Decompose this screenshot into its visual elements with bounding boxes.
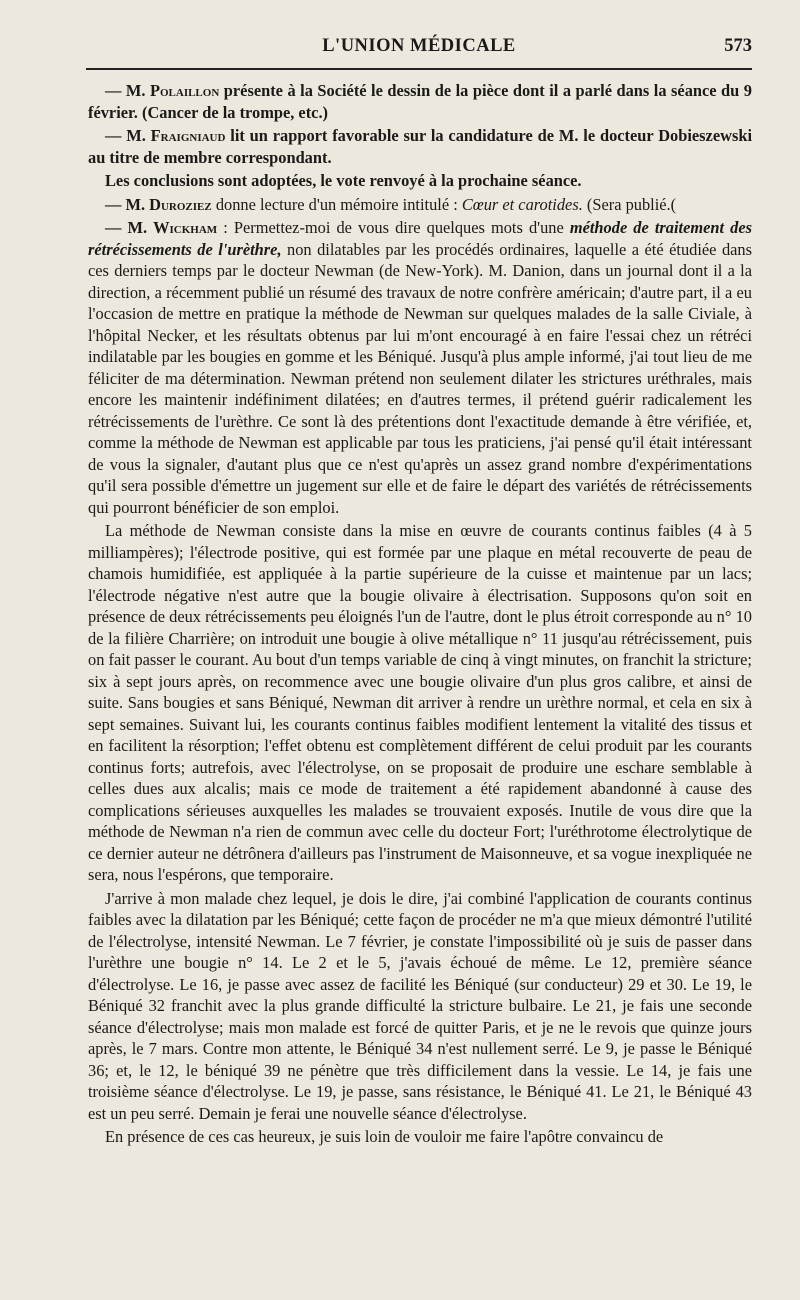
text-run: — M. — [105, 81, 150, 100]
text-run: J'arrive à mon malade chez lequel, je dois le dire, j'ai combiné l'application de courants continus faibles avec la dilatation par les Béniqué; cette façon de procéder ne m'a que mieux démontré l'utilité de l'électrolyse, intensité Newman. Le 7 février, je constate l'impossibilité où je suis de passer dans l'urèthre une bougie n° 14. Le 2 et le 5, j'avais échoué de même. Le 12, première séance d'électrolyse. Le 16, je passe avec assez de facilité les Béniqué (sur conducteur) 29 et 30. Le 19, le Béniqué 32 franchit avec la plus grande difficulté la stricture bulbaire. Le 21, je fais une seconde séance d'électrolyse; mais mon malade est forcé de quitter Paris, et je ne le revois que quinze jours après, le 7 mars. Contre mon attente, le Béniqué 34 n'est nullement serré. Le 9, je passe le Béniqué 36; et, le 12, le béniqué 39 ne pénètre que très difficilement dans la vessie. Le 14, je fais une troisième séance d'électrolyse. Le 19, je passe, sans résistance, le Béniqué 41. Le 21, le Béniqué 43 est un peu serré. Demain je ferai une nouvelle séance d'électrolyse. — [88, 888, 752, 1123]
text-run: En présence de ces cas heureux, je suis loin de vouloir me faire l'apôtre convaincu de — [105, 1127, 664, 1146]
running-title: L'UNION MÉDICALE — [322, 36, 516, 56]
text-run: méthode de traitement des rétrécissements de l'urèthre, — [88, 218, 752, 259]
text-run: — M. — [105, 126, 151, 145]
text-run: Fraigniaud — [150, 126, 226, 145]
text-run: lit un rapport favorable sur la candidature de M. le docteur Dobieszewski au titre de membre correspondant. — [88, 126, 752, 167]
text-run: — M. — [105, 218, 154, 237]
paragraph — [88, 888, 752, 1125]
paragraph — [88, 170, 752, 192]
paragraph — [88, 194, 752, 216]
text-run: présente à la Société le dessin de la pièce dont il a parlé dans la séance du 9 février. (Cancer de la trompe, etc.) — [88, 81, 752, 122]
text-run: Cœur et carotides. — [461, 194, 583, 214]
text-run: donne lecture d'un mémoire intitulé : — [211, 194, 462, 214]
text-run: non dilatables par les procédés ordinaires, laquelle a été étudiée dans ces derniers temps par le docteur Newman (de New-York). M. Danion, dans un journal dont il a la direction, a récemment publié un résumé des travaux de notre confrère américain; d'autre part, il a eu l'occasion de mettre en pratique la méthode de Newman sur quelques malades de la salle Civiale, à l'hôpital Necker, et les résultats obtenus par lui m'ont encouragé à en faire l'essai chez un rétréci indilatable par les bougies en gomme et les Béniqué. Jusqu'à plus ample informé, j'ai tout lieu de me féliciter de ma détermination. Newman prétend non seulement dilater les strictures uréthrales, mais encore les maintenir indéfiniment dilatées; en d'autres termes, il prétend guérir radicalement les rétrécissements de l'urèthre. Ce sont là des prétentions dont l'exactitude demande à être vérifiée, et, comme la méthode de Newman est applicable par tous les praticiens, j'ai pensé qu'il était intéressant de vous la signaler, d'autant plus que ce n'est qu'après un assez grand nombre d'expérimentations qu'il sera possible d'émettre un jugement sur elle et de faire le départ des variétés de rétrécissements qui pourront bénéficier de son emploi. — [88, 239, 752, 517]
body-text — [88, 80, 752, 1150]
text-run: (Sera publié.( — [582, 194, 677, 214]
header-rule — [86, 68, 752, 70]
paragraph — [88, 80, 752, 123]
text-run: Les conclusions sont adoptées, le vote renvoyé à la prochaine séance. — [105, 171, 582, 190]
text-run: : Permettez-moi de vous dire quelques mots d'une — [217, 218, 570, 237]
paragraph — [88, 520, 752, 886]
text-run: — M. — [105, 194, 150, 214]
text-run: Wickham — [153, 218, 218, 237]
text-run: La méthode de Newman consiste dans la mise en œuvre de courants continus faibles (4 à 5 milliampères); l'électrode positive, qui est formée par une plaque en métal recouverte de peau de chamois humidifiée, est appliquée à la partie supérieure de la cuisse et maintenue par un lacs; l'électrode négative n'est autre que la bougie olivaire à électrisation. Supposons qu'on soit en présence de deux rétrécissements peu éloignés l'un de l'autre, dont le plus étroit corresponde au n° 10 de la filière Charrière; on introduit une bougie à olive métallique n° 11 jusqu'au rétrécissement, puis on fait passer le courant. Au bout d'un temps variable de cinq à vingt minutes, on franchit la stricture; six à sept jours après, on recommence avec une bougie olivaire d'un plus gros calibre, et ainsi de suite. Sans bougies et sans Béniqué, Newman dit arriver à rendre un urèthre normal, et cela en six à sept semaines. Suivant lui, les courants continus faibles modifient lentement la vitalité des tissus et en facilitent la résorption; l'effet obtenu est complètement différent de celui produit par les courants continus forts; autrefois, avec l'électrolyse, on se proposait de produire une eschare semblable à celles dues aux alcalis; mais ce mode de traitement a été rapidement abandonné à cause des complications sérieuses auxquelles les malades se trouvaient exposés. Inutile de vous dire que la méthode de Newman n'a rien de commun avec celle du docteur Fort; l'uréthrotome électrolytique de ce dernier auteur ne détrônera d'ailleurs pas l'instrument de Maisonneuve, et sa vogue inexpliquée ne sera, nous l'espérons, que temporaire. — [88, 521, 752, 884]
page-number: 573 — [724, 36, 752, 56]
page-header — [86, 36, 752, 64]
text-run: Duroziez — [149, 194, 212, 214]
text-run: Polaillon — [149, 81, 220, 100]
paragraph — [88, 1126, 752, 1148]
paragraph — [88, 217, 752, 518]
paragraph — [88, 125, 752, 168]
